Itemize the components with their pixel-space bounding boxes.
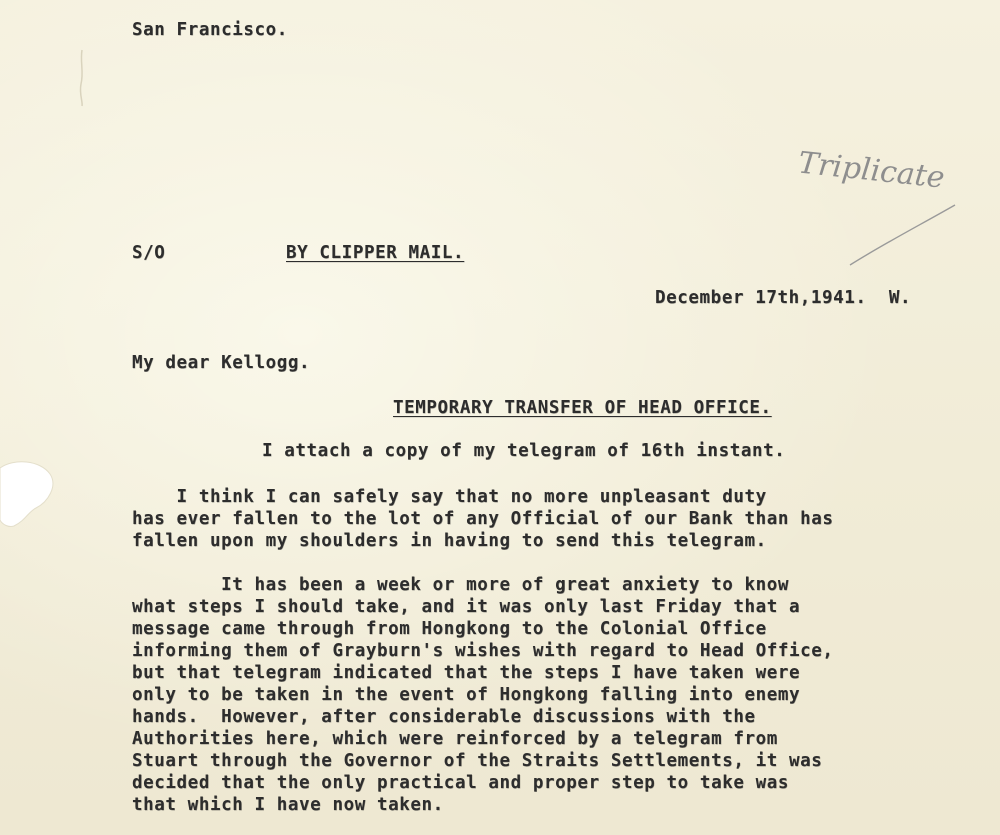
- triplicate-pencil-annotation: [790, 125, 960, 275]
- city-line: San Francisco.: [132, 20, 288, 40]
- paper-crease-mark: [70, 48, 94, 108]
- paragraph-3: [132, 574, 834, 816]
- letter-date: December 17th,1941. W.: [655, 288, 912, 308]
- paragraph-2-line: has ever fallen to the lot of any Official of our Bank than has: [132, 509, 834, 529]
- svg-text:Triplicate: Triplicate: [796, 145, 947, 196]
- paragraph-1: I attach a copy of my telegram of 16th instant.: [262, 441, 786, 461]
- paragraph-3-line: message came through from Hongkong to the Colonial Office: [132, 619, 767, 639]
- paragraph-3-line: Authorities here, which were reinforced by a telegram from: [132, 729, 778, 749]
- paragraph-3-line: that which I have now taken.: [132, 795, 444, 815]
- salutation: My dear Kellogg.: [132, 353, 311, 373]
- paragraph-3-line: hands. However, after considerable discussions with the: [132, 707, 756, 727]
- paragraph-3-line: but that telegram indicated that the steps I have taken were: [132, 663, 801, 683]
- paragraph-3-line: informing them of Grayburn's wishes with regard to Head Office,: [132, 641, 834, 661]
- paragraph-3-line: Stuart through the Governor of the Straits Settlements, it was: [132, 751, 823, 771]
- paragraph-3-line: only to be taken in the event of Hongkong falling into enemy: [132, 685, 801, 705]
- paper-tear-damage: [0, 458, 58, 530]
- paragraph-2-line: fallen upon my shoulders in having to send this telegram.: [132, 531, 767, 551]
- paragraph-3-line: decided that the only practical and proper step to take was: [132, 773, 790, 793]
- mail-method-heading: BY CLIPPER MAIL.: [286, 243, 465, 263]
- paragraph-3-line: It has been a week or more of great anxiety to know: [132, 575, 790, 595]
- paragraph-2: [132, 486, 834, 552]
- paragraph-3-line: what steps I should take, and it was only last Friday that a: [132, 597, 801, 617]
- reference-code: S/O: [132, 243, 166, 263]
- subject-heading: TEMPORARY TRANSFER OF HEAD OFFICE.: [393, 398, 772, 418]
- paragraph-2-line: I think I can safely say that no more unpleasant duty: [132, 487, 767, 507]
